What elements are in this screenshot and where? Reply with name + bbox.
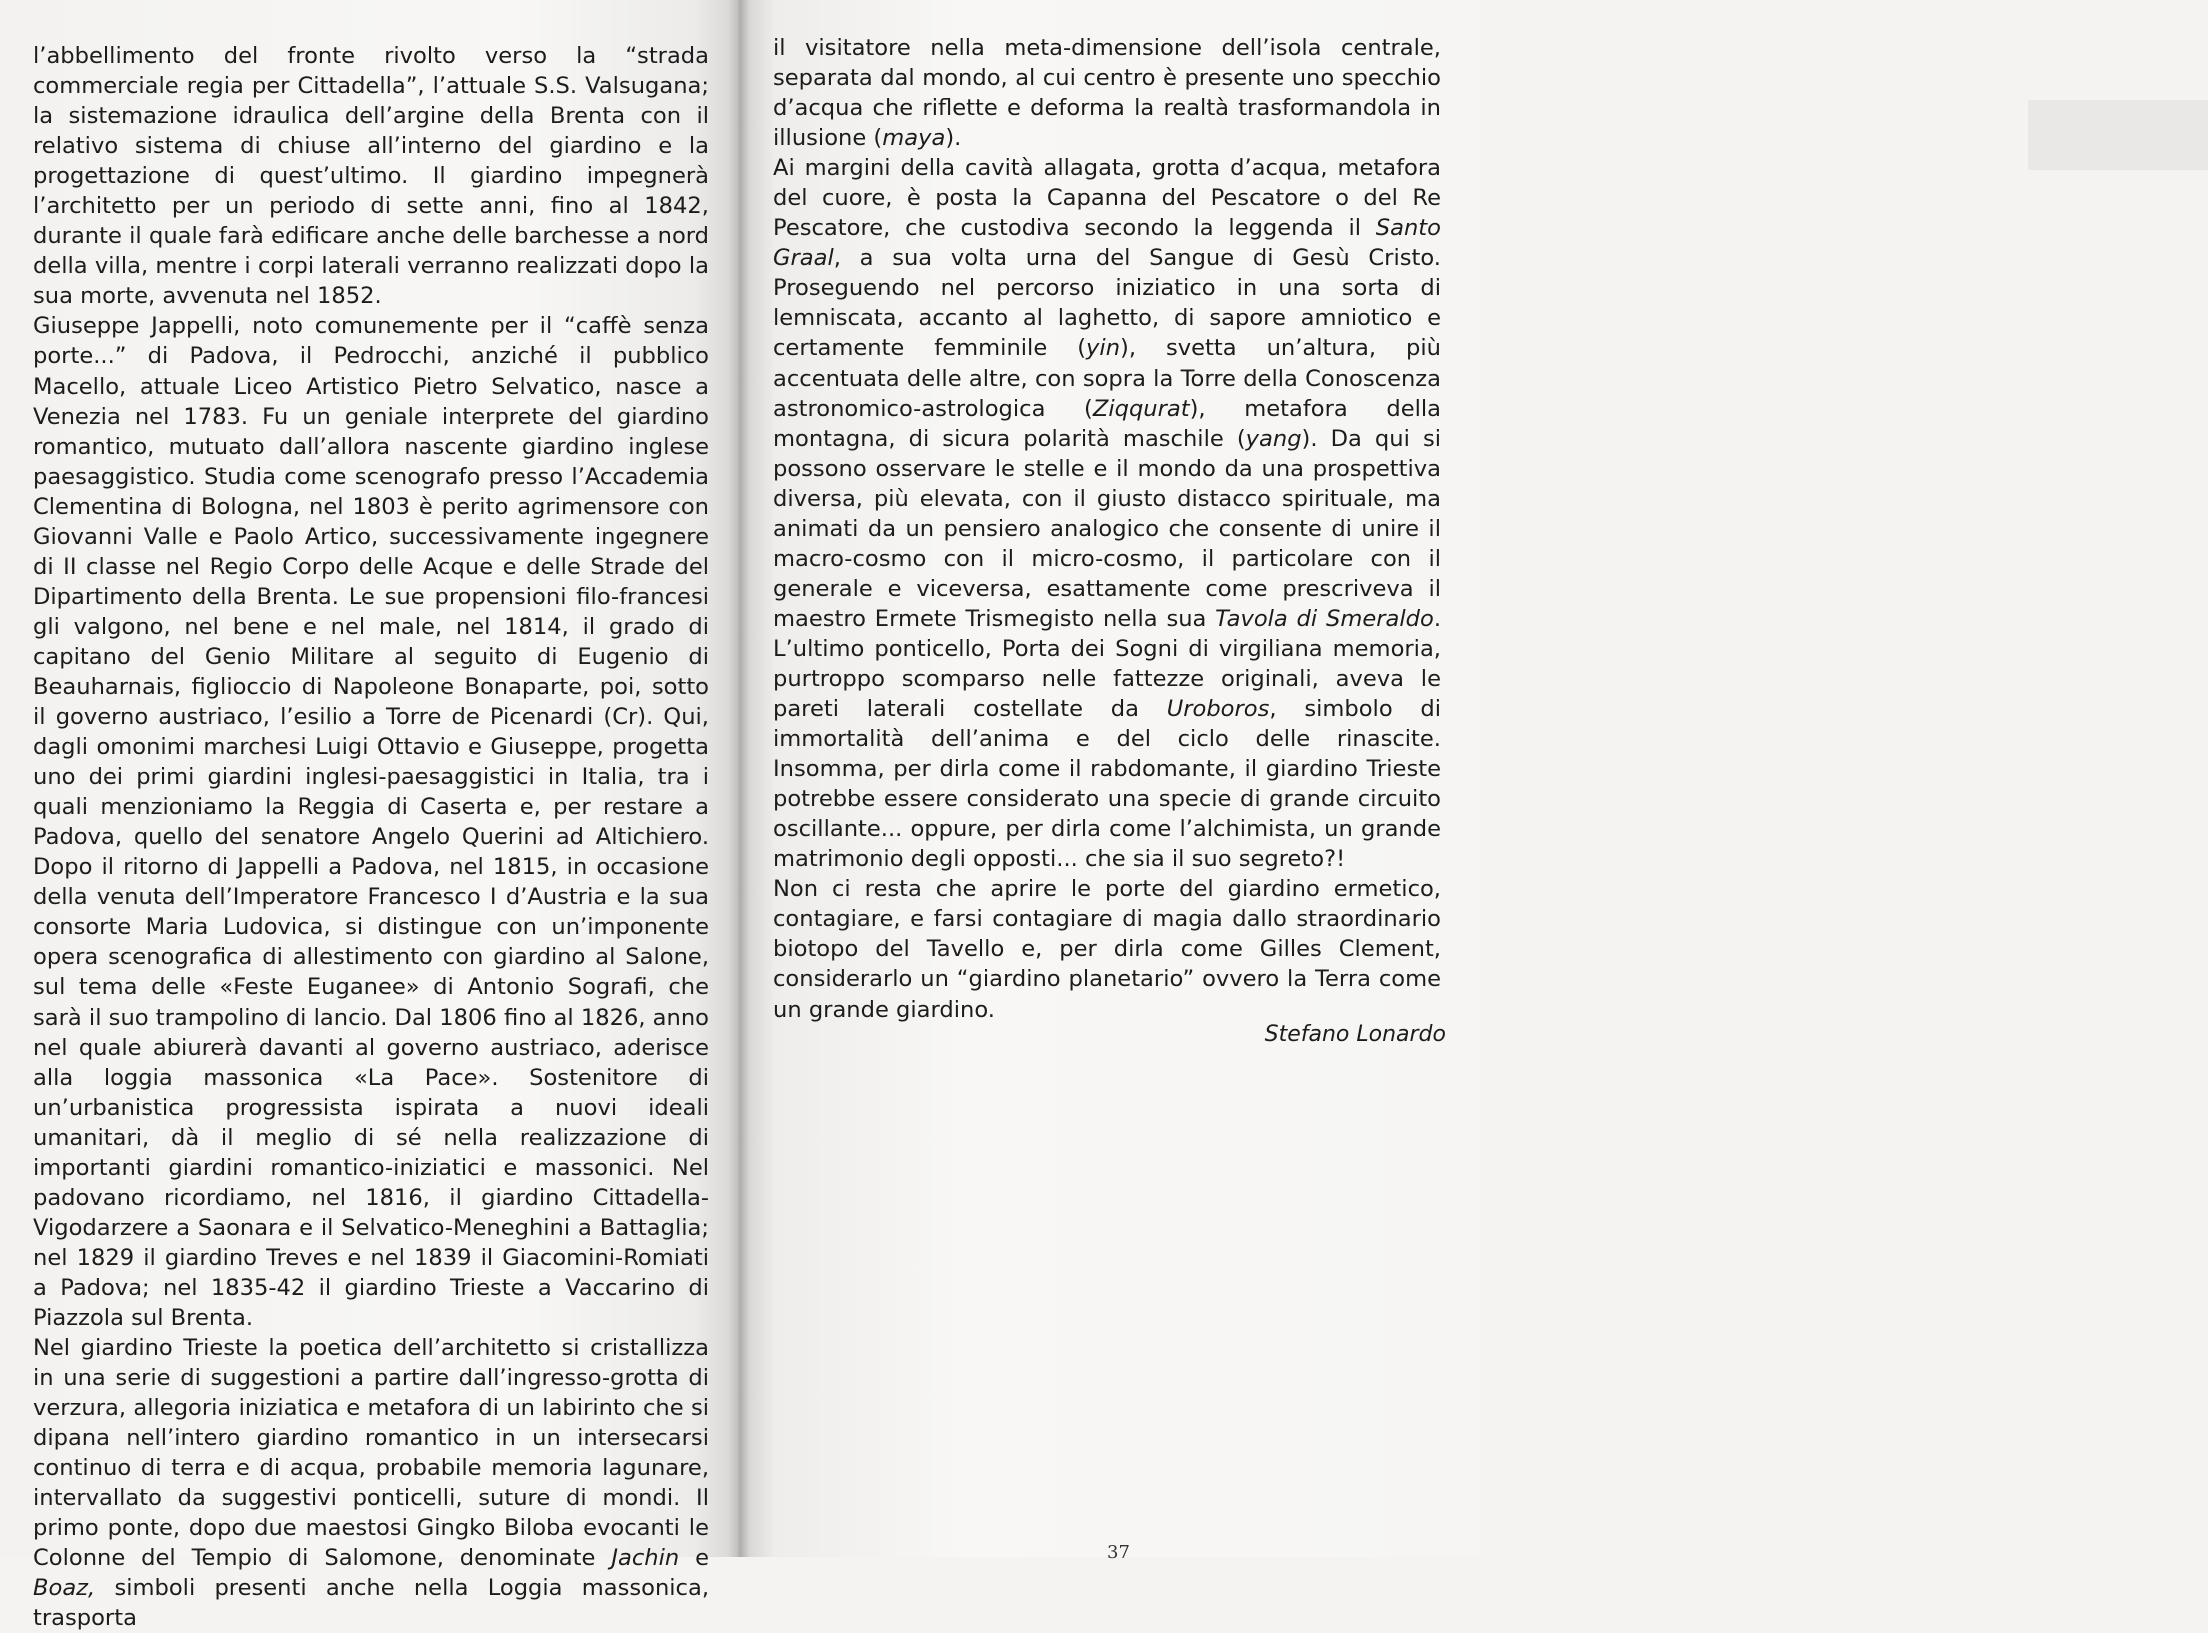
italic-term: Santo Graal [773,215,1441,272]
text-run: ). Da qui si possono osservare le stelle e il mondo da una prospettiva diversa, più elevata, con il giusto distacco spirituale, ma animati da un pensiero analogico che consente di unire il macro-cosmo con il micro-cosmo, il particolare con il generale e viceversa, esattamente come prescriveva il maestro Ermete Trismegisto nella sua [773,425,1441,632]
author-signature: Stefano Lonardo [1264,1022,1446,1047]
text-run: simboli presenti anche nella Loggia massonica, trasporta [33,1575,709,1632]
italic-term: Tavola di Smeraldo [1215,605,1434,632]
italic-term: yang [1245,425,1302,452]
text-run: il visitatore nella meta-dimensione dell’isola centrale, separata dal mondo, al cui centro è presente uno specchio d’acqua che riflette e deforma la realtà trasformandola in illusione ( [773,35,1441,152]
italic-term: Boaz, [33,1575,96,1602]
text-run: ), svetta un’altura, più accentuata delle altre, con sopra la Torre della Conoscenza astronomico-astrologica ( [773,335,1441,422]
text-run: ), metafora della montagna, di sicura polarità maschile ( [773,395,1441,452]
left-paragraph-3 [33,1333,709,1633]
text-run: e [679,1545,709,1572]
italic-term: maya [882,125,946,152]
show-through-shadow [2028,100,2208,170]
italic-term: Jachin [611,1545,680,1572]
text-run: . L’ultimo ponticello, Porta dei Sogni di virgiliana memoria, purtroppo scomparso nelle fattezze originali, aveva le pareti laterali costellate da [773,605,1441,723]
text-run: Nel giardino Trieste la poetica dell’architetto si cristallizza in una serie di suggestioni a partire dall’ingresso-grotta di verzura, allegoria iniziatica e metafora di un labirinto che si dipana nell’intero giardino romantico in un intersecarsi continuo di terra e di acqua, probabile memoria lagunare, intervallato da suggestivi ponticelli, suture di mondi. Il primo ponte, dopo due maestosi Gingko Biloba evocanti le Colonne del Tempio di Salomone, denominate [33,1335,709,1572]
italic-term: Ziqqurat [1092,395,1190,422]
left-page [0,0,738,1632]
text-run: , simbolo di immortalità dell’anima e del ciclo delle rinascite. Insomma, per dirla come il rabdomante, il giardino Trieste potrebbe essere considerato una specie di grande circuito oscillante... oppure, per dirla come l’alchimista, un grande matrimonio degli opposti... che sia il suo segreto?! [773,696,1441,873]
text-run: Ai margini della cavità allagata, grotta d’acqua, metafora del cuore, è posta la Capanna del Pescatore o del Re Pescatore, che custodiva secondo la leggenda il [773,155,1441,242]
italic-term: Uroboros [1166,696,1270,723]
book-gutter [728,0,750,1557]
left-paragraph-2: Giuseppe Jappelli, noto comunemente per il “caffè senza porte...” di Padova, il Pedrocchi, anziché il pubblico Macello, attuale Liceo Artistico Pietro Selvatico, nasce a Venezia nel 1783. Fu un geniale interprete del giardino romantico, mutuato dall’allora nascente giardino inglese paesaggistico. Studia come scenografo presso l’Accademia Clementina di Bologna, nel 1803 è perito agrimensore con Giovanni Valle e Paolo Artico, successivamente ingegnere di II classe nel Regio Corpo delle Acque e delle Strade del Dipartimento della Brenta. Le sue propensioni filo-francesi gli valgono, nel bene e nel male, nel 1814, il grado di capitano del Genio Militare al seguito di Eugenio di Beauharnais, figlioccio di Napoleone Bonaparte, poi, sotto il governo austriaco, l’esilio a Torre de Picenardi (Cr). Qui, dagli omonimi marchesi Luigi Ottavio e Giuseppe, progetta uno dei primi giardini inglesi-paesaggistici in Italia, tra i quali menzioniamo la Reggia di Caserta e, per restare a Padova, quello del senatore Angelo Querini ad Altichiero. Dopo il ritorno di Jappelli a Padova, nel 1815, in occasione della venuta dell’Imperatore Francesco I d’Austria e la sua consorte Maria Ludovica, si distingue con un’imponente opera scenografica di allestimento con giardino al Salone, sul tema delle «Feste Euganee» di Antonio Sografi, che sarà il suo trampolino di lancio. Dal 1806 fino al 1826, anno nel quale abiurerà davanti al governo austriaco, aderisce alla loggia massonica «La Pace». Sostenitore di un’urbanistica progressista ispirata a nuovi ideali umanitari, dà il meglio di sé nella realizzazione di importanti giardini romantico-iniziatici e massonici. Nel padovano ricordiamo, nel 1816, il giardino Cittadella-Vigodarzere a Saonara e il Selvatico-Meneghini a Battaglia; nel 1829 il giardino Treves e nel 1839 il Giacomini-Romiati a Padova; nel 1835-42 il giardino Trieste a Vaccarino di Piazzola sul Brenta. [33,313,709,1331]
page-number: 37 [1107,1542,1130,1563]
left-paragraph-1: l’abbellimento del fronte rivolto verso la “strada commerciale regia per Cittadella”, l’attuale S.S. Valsugana; la sistemazione idraulica dell’argine della Brenta con il relativo sistema di chiuse all’interno del giardino e la progettazione di quest’ultimo. Il giardino impegnerà l’architetto per un periodo di sette anni, fino al 1842, durante il quale farà edificare anche delle barchesse a nord della villa, mentre i corpi laterali verranno realizzati dopo la sua morte, avvenuta nel 1852. [33,43,709,310]
right-paragraph-2 [773,153,1441,874]
text-run: , a sua volta urna del Sangue di Gesù Cristo. Proseguendo nel percorso iniziatico in una sorta di lemniscata, accanto al laghetto, di sapore amniotico e certamente femminile ( [773,245,1441,362]
italic-term: yin [1086,335,1121,362]
right-paragraph-3: Non ci resta che aprire le porte del giardino ermetico, contagiare, e farsi contagiare di magia dallo straordinario biotopo del Tavello e, per dirla come Gilles Clement, considerarlo un “giardino planetario” ovvero la Terra come un grande giardino. [773,876,1441,1023]
right-paragraph-1 [773,33,1441,153]
text-run: ). [945,125,962,152]
left-text-column [33,41,709,1633]
right-text-column [773,33,1441,1025]
